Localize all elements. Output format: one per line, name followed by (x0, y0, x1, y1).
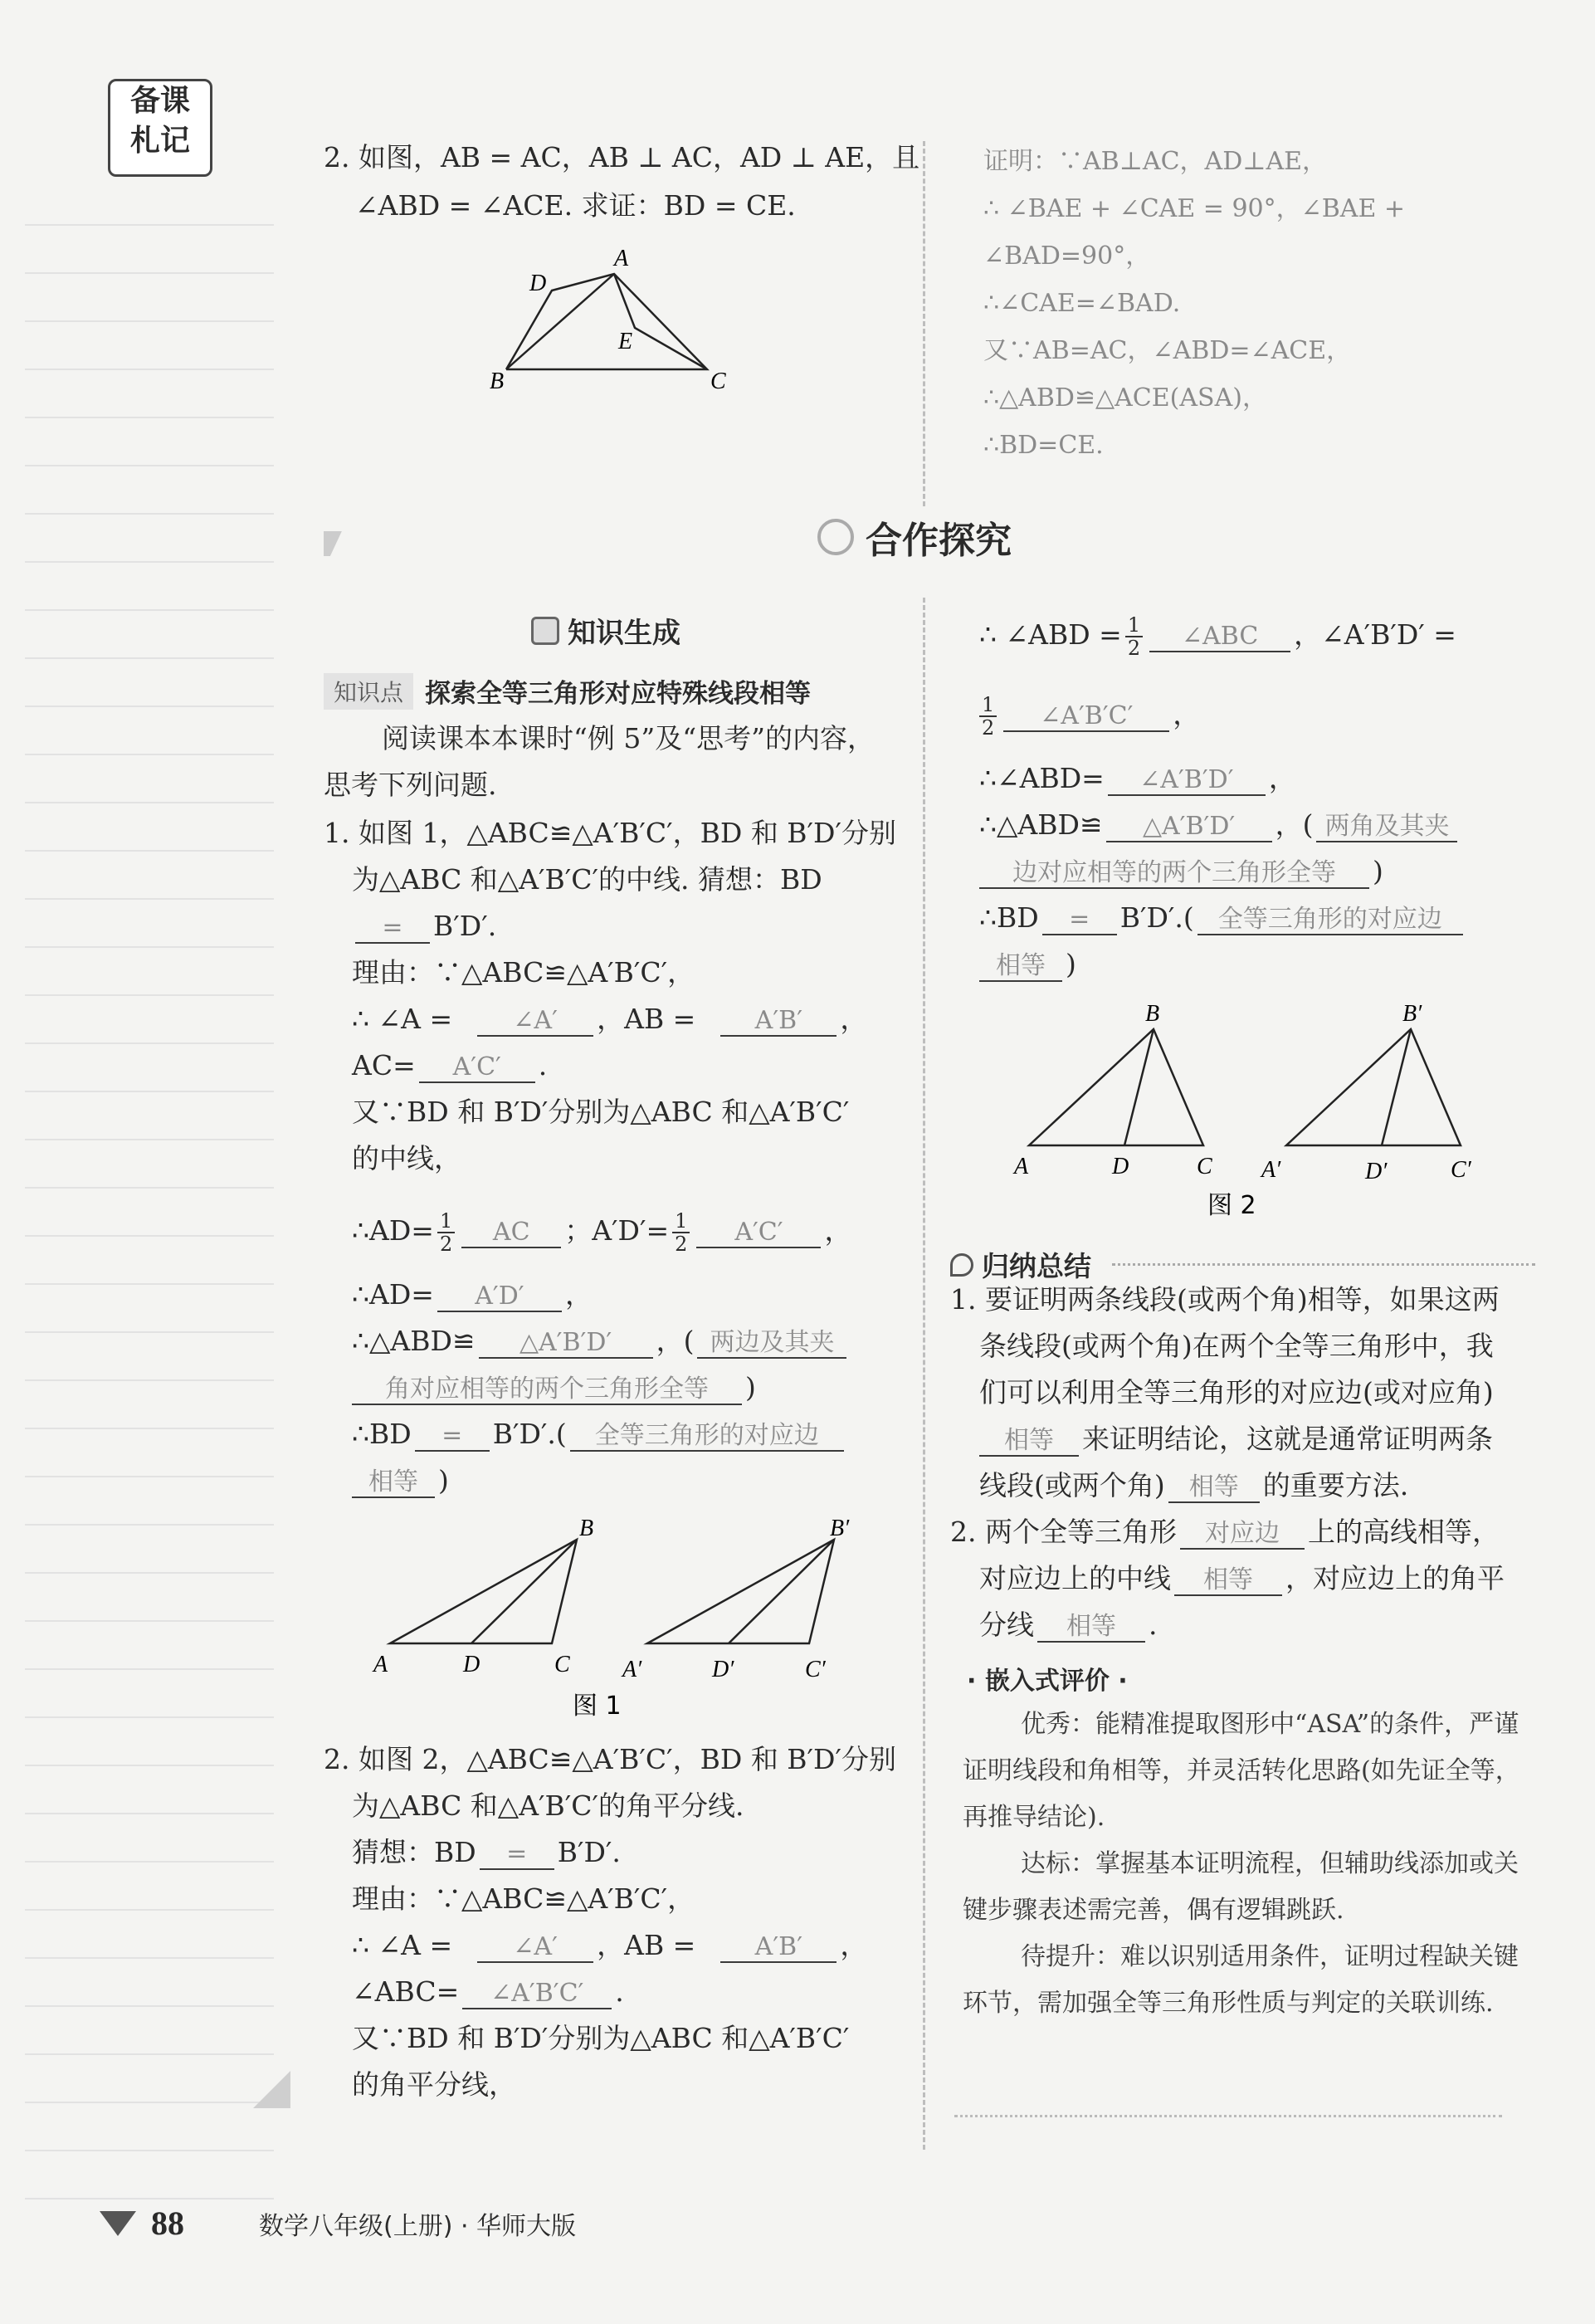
figure-2-caption: 图 2 (1207, 1191, 1256, 1220)
notes-rule-line (25, 1572, 274, 1574)
q2c-line4: ∴△ABD≌ △A′B′D′ ，( 两角及其夹 (979, 808, 1461, 842)
fig1-label-B2: B′ (830, 1516, 850, 1541)
knowledge-point-topic: 探索全等三角形对应特殊线段相等 (425, 679, 812, 709)
knowledge-point-tag: 知识点 (324, 673, 413, 710)
q1-answer3: A′B′ (720, 1007, 837, 1037)
label-A: A (614, 246, 629, 271)
q1-fraction2: $\frac{1}{2}$ (672, 1210, 690, 1255)
proof-line: ∴ ∠BAE + ∠CAE = 90°，∠BAE + (983, 194, 1406, 223)
notes-rule-line (25, 1428, 274, 1429)
summary-header (950, 1245, 1091, 1284)
fig1-label-D: D (463, 1652, 480, 1677)
q1-answer11b: 相等 (352, 1468, 435, 1498)
notes-rule-line (25, 1524, 274, 1526)
fig1-label-C2: C′ (805, 1657, 826, 1682)
fig2-label-A: A (1014, 1154, 1029, 1179)
q1-answer7: A′D′ (437, 1282, 562, 1312)
q2-answer1: = (480, 1840, 554, 1870)
q1-answer9b: 角对应相等的两个三角形全等 (352, 1375, 742, 1405)
proof-line: ∠BAD=90°， (983, 242, 1151, 271)
notes-rule-line (25, 2150, 274, 2151)
summary1-answer1: 相等 (979, 1427, 1079, 1457)
q1-answer5: AC (461, 1218, 561, 1248)
notes-rule-line (25, 1379, 274, 1381)
intro-line2: 思考下列问题. (324, 769, 497, 801)
q1-answer9: 两边及其夹 (697, 1329, 846, 1359)
fig1-label-B: B (579, 1516, 594, 1541)
summary-rule (1112, 1263, 1535, 1266)
figure-2 (996, 996, 1510, 1228)
summary1-line4: 相等 来证明结论，这就是通常证明两条 (979, 1423, 1493, 1457)
label-D: D (529, 271, 547, 296)
q1-answer8: △A′B′D′ (479, 1329, 653, 1359)
column-divider-main (923, 598, 925, 2150)
q2-line6: ∠ABC= ∠A′B′C′ . (352, 1975, 624, 2008)
q1-answer10: = (415, 1422, 490, 1452)
label-E: E (618, 329, 633, 354)
notes-rule-line (25, 1091, 274, 1092)
q2-line3: 猜想：BD = B′D′. (352, 1836, 621, 1868)
proof-line: ∴BD=CE. (983, 431, 1104, 460)
notes-rule-line (25, 946, 274, 948)
notes-rule-line (25, 1235, 274, 1237)
q1-line6: AC= A′C′ . (352, 1049, 548, 1081)
section-title: 合作探究 (866, 520, 1012, 562)
summary2-answer1: 对应边 (1180, 1520, 1305, 1550)
notes-rule-line (25, 561, 274, 563)
fig1-label-C: C (554, 1652, 570, 1677)
fig2-label-B2: B′ (1402, 1001, 1422, 1027)
notes-rule-line (25, 1765, 274, 1766)
notes-rule-line (25, 1620, 274, 1622)
q1-line14: 相等 ) (352, 1464, 449, 1498)
summary1-answer2: 相等 (1168, 1473, 1260, 1503)
q2-answer3: A′B′ (720, 1933, 837, 1963)
q1-line12: 角对应相等的两个三角形全等 ) (352, 1371, 756, 1405)
notes-rule-line (25, 1139, 274, 1140)
q1-line9: ∴AD= $\frac{1}{2}$ AC ；A′D′= $\frac{1}{2}$ A′C′ ， (352, 1209, 852, 1256)
q1-line1: 1. 如图 1，△ABC≌△A′B′C′，BD 和 B′D′分别 (324, 817, 897, 849)
notes-rule-line (25, 1957, 274, 1959)
evaluation-title: · 嵌入式评价 · (967, 1667, 1128, 1696)
q2-line2: 为△ABC 和△A′B′C′的角平分线. (352, 1789, 744, 1822)
problem2-line2: ∠ABD = ∠ACE. 求证：BD = CE. (355, 189, 796, 222)
footer-arrow-icon (100, 2211, 136, 2236)
q2-line5: ∴ ∠A = ∠A′ ，AB = A′B′ ， (352, 1929, 868, 1961)
q1-answer4: A′C′ (419, 1053, 535, 1083)
q2c-answer6: = (1042, 906, 1117, 935)
evaluation-excellent: 优秀：能精准提取图形中“ASA”的条件，严谨证明线段和角相等，并灵活转化思路(如先证全等，再推导结论). (963, 1710, 1520, 1832)
figure-1-caption: 图 1 (573, 1692, 622, 1721)
notes-rule-line (25, 2102, 274, 2103)
notes-rule-line (25, 320, 274, 322)
q2-answer4: ∠A′B′C′ (462, 1980, 612, 2009)
q1-answer11: 全等三角形的对应边 (570, 1422, 844, 1452)
q2c-answer7b: 相等 (979, 952, 1062, 982)
corner-mark (253, 2071, 290, 2108)
summary1-line2: 条线段(或两个角)在两个全等三角形中，我 (979, 1330, 1494, 1362)
notes-rule-line (25, 1042, 274, 1044)
proof-line: 证明：∵AB⊥AC，AD⊥AE， (983, 147, 1328, 176)
footer (100, 2204, 576, 2243)
summary1-line3: 们可以利用全等三角形的对应边(或对应角) (979, 1376, 1494, 1409)
q2c-answer5b: 边对应相等的两个三角形全等 (979, 859, 1369, 889)
notes-rule-line (25, 1668, 274, 1670)
fig2-label-C: C (1197, 1154, 1212, 1179)
q1-line4: 理由：∵△ABC≌△A′B′C′， (352, 956, 695, 989)
notes-rule-line (25, 1331, 274, 1333)
knowledge-icon (531, 617, 559, 645)
notes-rule-line (25, 2053, 274, 2055)
badge-line2: 札记 (129, 124, 190, 158)
q2-line4: 理由：∵△ABC≌△A′B′C′， (352, 1882, 695, 1915)
notes-rule-line (25, 1283, 274, 1285)
notes-rule-line (25, 417, 274, 418)
label-B: B (490, 369, 505, 394)
fig2-label-D2: D′ (1365, 1159, 1388, 1184)
notes-rule-line (25, 2005, 274, 2007)
label-C: C (710, 369, 726, 394)
intro-line1: 阅读课本本课时“例 5”及“思考”的内容， (382, 722, 875, 754)
fig1-label-D2: D′ (712, 1657, 734, 1682)
lesson-notes-badge (108, 79, 212, 177)
q2c-line7: 相等 ) (979, 948, 1076, 982)
fig1-label-A2: A′ (622, 1657, 642, 1682)
figure-1 (365, 1511, 880, 1726)
summary2-answer2: 相等 (1174, 1566, 1282, 1596)
q1-line10: ∴AD= A′D′ ， (352, 1278, 593, 1311)
knowledge-title: 知识生成 (568, 617, 680, 650)
q1-line2: 为△ABC 和△A′B′C′的中线. 猜想：BD (352, 863, 822, 896)
notes-rule-line (25, 1813, 274, 1814)
q2-line8: 的角平分线， (352, 2068, 516, 2101)
knowledge-point (324, 672, 811, 710)
knowledge-header (531, 610, 680, 651)
summary1-line5: 线段(或两个角) 相等 的重要方法. (979, 1469, 1409, 1501)
q2c-line1: ∴ ∠ABD = $\frac{1}{2}$ ∠ABC ，∠A′B′D′ = (979, 613, 1456, 660)
notes-rule-line (25, 272, 274, 274)
notes-rule-line (25, 1476, 274, 1477)
q2c-line6: ∴BD = B′D′.( 全等三角形的对应边 (979, 901, 1466, 935)
fig1-label-A: A (373, 1652, 388, 1677)
q2c-fraction2: $\frac{1}{2}$ (979, 694, 997, 739)
notes-rule-line (25, 1187, 274, 1189)
notes-rule-line (25, 850, 274, 852)
summary2-answer3: 相等 (1037, 1613, 1145, 1643)
q1-answer2: ∠A′ (477, 1007, 593, 1037)
proof-line: ∴∠CAE=∠BAD. (983, 289, 1181, 318)
notes-rule-line (25, 994, 274, 996)
badge-line1: 备课 (129, 84, 190, 118)
notes-rule-line (25, 513, 274, 515)
notes-rule-line (25, 802, 274, 803)
q2c-answer3: ∠A′B′D′ (1108, 766, 1266, 796)
q2c-answer7: 全等三角形的对应边 (1197, 906, 1463, 935)
notes-rule-line (25, 1909, 274, 1911)
q2c-answer1: ∠ABC (1149, 622, 1290, 652)
proof-line: ∴△ABD≌△ACE(ASA)， (983, 383, 1267, 413)
q1-line5: ∴ ∠A = ∠A′ ，AB = A′B′ ， (352, 1003, 868, 1035)
section-header (817, 510, 1012, 564)
q2c-line3: ∴∠ABD= ∠A′B′D′ ， (979, 762, 1296, 794)
fig2-label-A2: A′ (1261, 1157, 1281, 1183)
notes-rule-line (25, 2198, 274, 2200)
summary2-line2: 对应边上的中线 相等 ，对应边上的角平 (979, 1562, 1505, 1594)
q2c-answer2: ∠A′B′C′ (1003, 702, 1169, 732)
q1-line8: 的中线， (352, 1142, 461, 1174)
fig2-label-D: D (1112, 1154, 1129, 1179)
book-title: 数学八年级(上册) · 华师大版 (259, 2211, 577, 2241)
q2c-line5: 边对应相等的两个三角形全等 ) (979, 855, 1383, 889)
summary1-line1: 1. 要证明两条线段(或两个角)相等，如果这两 (950, 1283, 1500, 1316)
q2-answer2: ∠A′ (477, 1933, 593, 1963)
q2c-line2: $\frac{1}{2}$ ∠A′B′C′ ， (979, 694, 1200, 739)
page-number: 88 (151, 2204, 184, 2242)
q1-answer1: = (355, 914, 430, 944)
q2c-fraction1: $\frac{1}{2}$ (1125, 614, 1143, 659)
q2-line7: 又∵BD 和 B′D′分别为△ABC 和△A′B′C′ (352, 2022, 850, 2054)
column-divider-top (923, 141, 925, 506)
notes-rule-line (25, 706, 274, 707)
fig2-label-C2: C′ (1451, 1157, 1471, 1183)
q1-line13: ∴BD = B′D′.( 全等三角形的对应边 (352, 1418, 847, 1452)
problem2-figure (490, 241, 739, 398)
q2c-answer5: 两角及其夹 (1316, 813, 1457, 842)
q2-line1: 2. 如图 2，△ABC≌△A′B′C′，BD 和 B′D′分别 (324, 1743, 897, 1775)
q2c-answer4: △A′B′D′ (1106, 813, 1272, 842)
notes-rule-line (25, 369, 274, 370)
q1-line7: 又∵BD 和 B′D′分别为△ABC 和△A′B′C′ (352, 1096, 850, 1128)
evaluation-standard: 达标：掌握基本证明流程，但辅助线添加或关键步骤表述需完善，偶有逻辑跳跃. (963, 1849, 1519, 1925)
q1-answer6: A′C′ (696, 1218, 821, 1248)
summary2-line3: 分线 相等 . (979, 1609, 1158, 1641)
q1-fraction1: $\frac{1}{2}$ (437, 1210, 455, 1255)
summary2-line1: 2. 两个全等三角形 对应边 上的高线相等， (950, 1516, 1500, 1548)
notes-rule-line (25, 1716, 274, 1718)
q1-line11: ∴△ABD≌ △A′B′D′ ，( 两边及其夹 (352, 1325, 850, 1359)
notes-rule-line (25, 657, 274, 659)
notes-rule-line (25, 224, 274, 226)
evaluation-improve: 待提升：难以识别适用条件，证明过程缺关键环节，需加强全等三角形性质与判定的关联训练. (963, 1942, 1519, 2018)
notes-rule-line (25, 754, 274, 755)
evaluation-rule (954, 2115, 1502, 2117)
problem2-line1: 2. 如图，AB = AC，AB ⊥ AC，AD ⊥ AE，且 (324, 141, 920, 173)
pencil-icon (950, 1253, 973, 1277)
notes-rule-line (25, 898, 274, 900)
summary-title: 归纳总结 (982, 1250, 1091, 1282)
notes-rule-line (25, 465, 274, 466)
notes-rule-line (25, 1861, 274, 1863)
section-icon (817, 519, 854, 555)
proof-line: 又∵AB=AC，∠ABD=∠ACE， (983, 336, 1352, 365)
notes-rule-line (25, 609, 274, 611)
q1-line3: = B′D′. (352, 910, 496, 944)
fig2-label-B: B (1145, 1001, 1160, 1027)
